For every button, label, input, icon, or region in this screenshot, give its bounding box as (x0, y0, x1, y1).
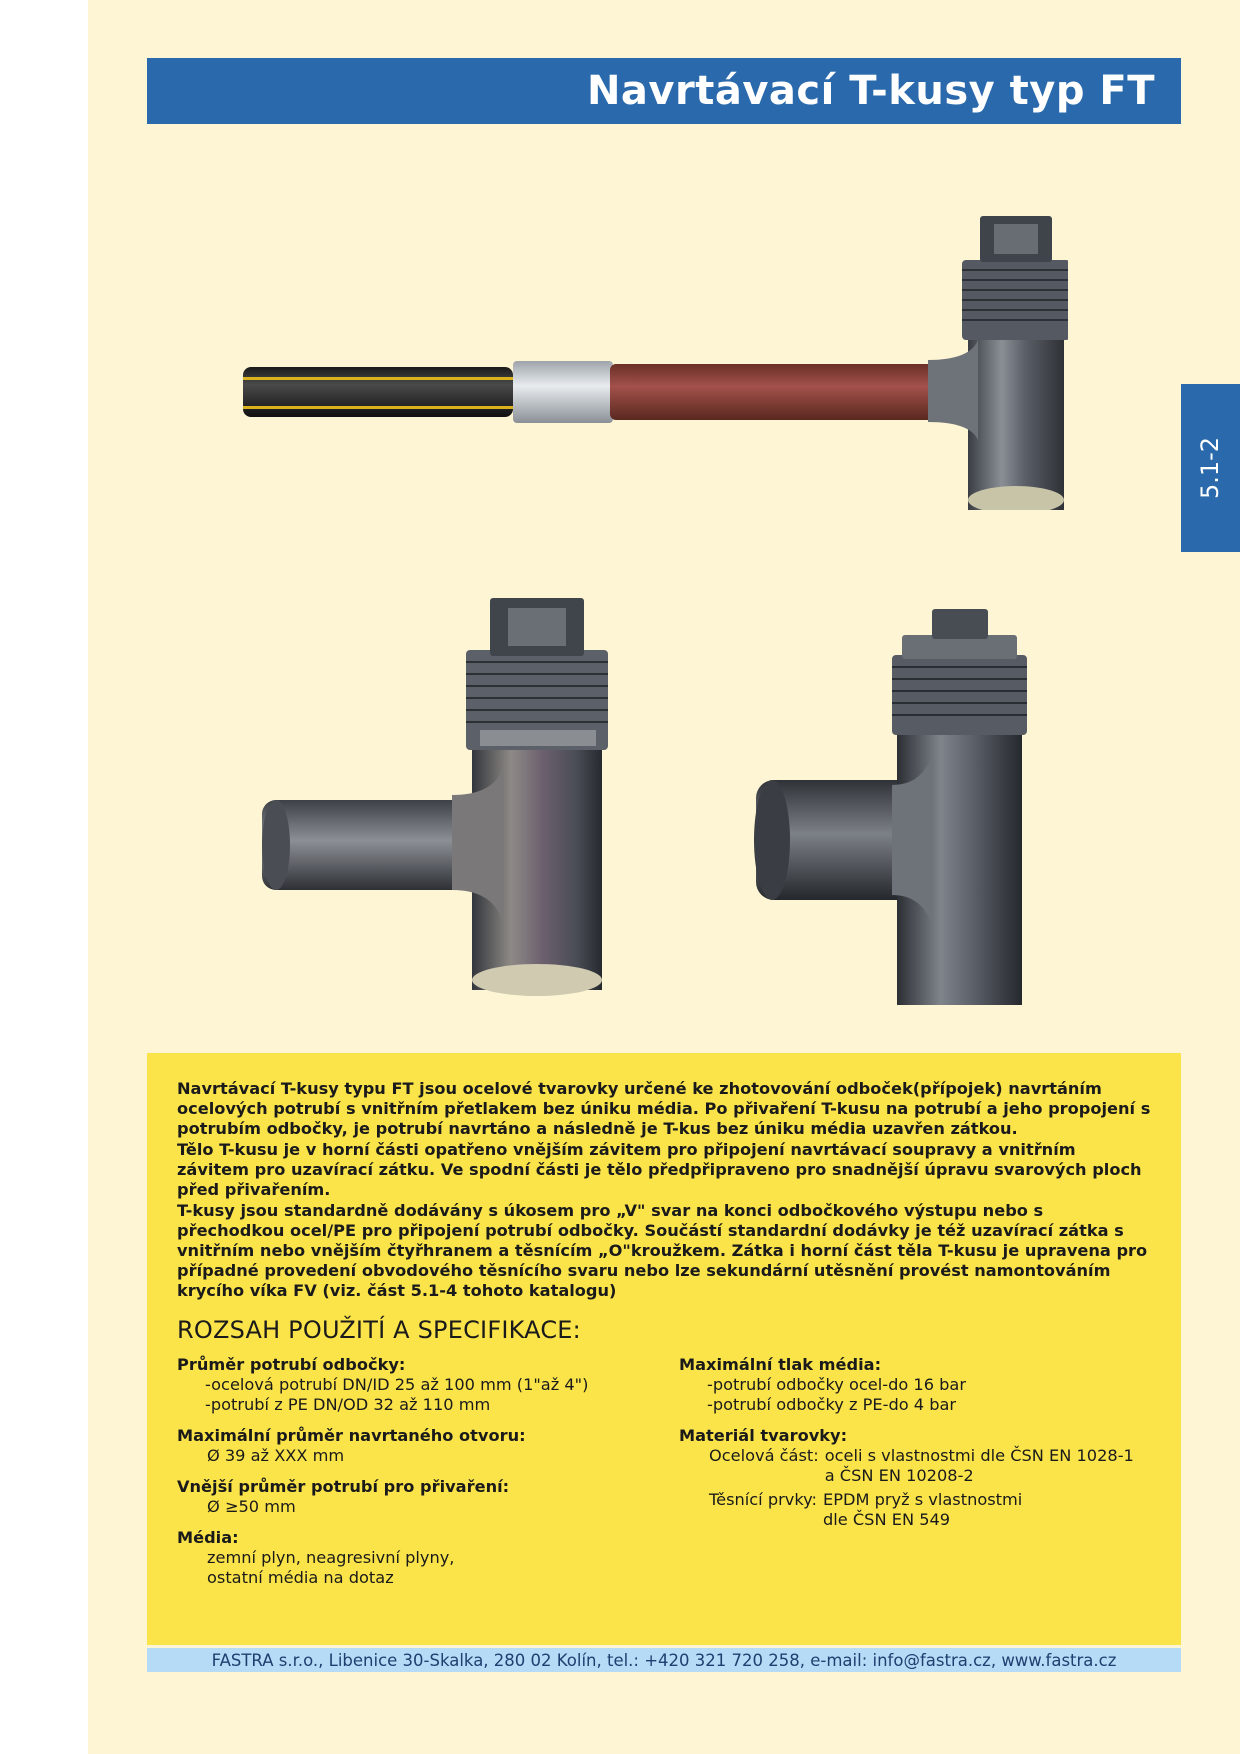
material-values (819, 1446, 1134, 1486)
title-bar (147, 58, 1181, 124)
spec-material (679, 1426, 1159, 1530)
material-value: oceli s vlastnostmi dle ČSN EN 1028-1 (824, 1446, 1134, 1465)
product-description (177, 1079, 1151, 1301)
spec-label: Maximální průměr navrtaného otvoru: (177, 1426, 526, 1445)
t-piece-with-steel-pe-transition (238, 210, 1068, 510)
material-value: EPDM pryž s vlastnostmi (823, 1490, 1023, 1509)
spec-label: Průměr potrubí odbočky: (177, 1355, 406, 1374)
spec-value: Ø ≥50 mm (207, 1497, 296, 1516)
footer-bar (147, 1648, 1181, 1672)
spec-weld-pipe-diameter (177, 1477, 657, 1517)
material-key: Těsnící prvky: (709, 1490, 817, 1509)
material-value: dle ČSN EN 549 (823, 1510, 951, 1529)
description-paragraph: Tělo T-kusu je v horní části opatřeno vnějším závitem pro připojení navrtávací soupravy a vnitřním závitem pro uzavírací zátku. Ve spodní části je tělo předpřipraveno pro snadnější úpravu svarových ploch před přivařením. (177, 1140, 1142, 1199)
product-photo-icon (262, 590, 612, 1000)
description-paragraph: T-kusy jsou standardně dodávány s úkosem pro „V" svar na konci odbočkového výstupu nebo s přechodkou ocel/PE pro připojení potrubí odbočky. Součástí standardní dodávky je též uzavírací zátka s vnitřním nebo vnějším čtyřhranem a těsnícím „O"kroužkem. Zátka i horní část těla T-kusu je upravena pro případné provedení obvodového těsnícího svaru nebo lze sekundární utěsnění provést namontováním krycího víka FV (viz. část 5.1-4 tohoto katalogu) (177, 1201, 1148, 1300)
product-photo-icon (752, 605, 1032, 1005)
section-tab[interactable] (1181, 384, 1240, 552)
t-piece-side-view (752, 605, 1032, 1005)
specs-left-column (177, 1355, 657, 1599)
info-box (147, 1053, 1181, 1645)
spec-value: -ocelová potrubí DN/ID 25 až 100 mm (1"až 4") (205, 1375, 589, 1394)
spec-label: Maximální tlak média: (679, 1355, 882, 1374)
spec-max-drill-diameter (177, 1426, 657, 1466)
spec-value: -potrubí odbočky ocel-do 16 bar (707, 1375, 966, 1394)
specs-right-column (679, 1355, 1159, 1541)
spec-value: Ø 39 až XXX mm (207, 1446, 345, 1465)
description-paragraph: Navrtávací T-kusy typu FT jsou ocelové tvarovky určené ke zhotovování odboček(přípojek) navrtáním ocelových potrubí s vnitřním přetlakem bez úniku média. Po přivaření T-kusu na potrubí a jeho propojení s potrubím odbočky, je potrubí navrtáno a následně je T-kus bez úniku média uzavřen zátkou. (177, 1079, 1151, 1138)
material-key: Ocelová část: (709, 1446, 819, 1465)
footer-contact-text: FASTRA s.r.o., Libenice 30-Skalka, 280 02 Kolín, tel.: +420 321 720 258, e-mail: info@fastra.cz, www.fastra.cz (211, 1650, 1117, 1670)
spec-max-pressure (679, 1355, 1159, 1415)
material-row-seals (679, 1490, 1159, 1530)
section-tab-label: 5.1-2 (1196, 436, 1225, 500)
t-piece-front-view (262, 590, 612, 1000)
product-photo-icon (238, 210, 1068, 510)
spec-label: Vnější průměr potrubí pro přivaření: (177, 1477, 510, 1496)
spec-value: -potrubí z PE DN/OD 32 až 110 mm (205, 1395, 491, 1414)
page-title: Navrtávací T-kusy typ FT (586, 68, 1155, 114)
spec-value: zemní plyn, neagresivní plyny, (207, 1548, 455, 1567)
specs-heading: ROZSAH POUŽITÍ A SPECIFIKACE: (177, 1316, 581, 1344)
spec-value: -potrubí odbočky z PE-do 4 bar (707, 1395, 957, 1414)
spec-label: Média: (177, 1528, 239, 1547)
spec-media (177, 1528, 657, 1588)
specs-columns (177, 1355, 1151, 1605)
material-row-steel (679, 1446, 1159, 1486)
material-values (817, 1490, 1022, 1530)
spec-label: Materiál tvarovky: (679, 1426, 848, 1445)
material-value: a ČSN EN 10208-2 (824, 1466, 974, 1485)
spec-value: ostatní média na dotaz (207, 1568, 394, 1587)
spec-branch-diameter (177, 1355, 657, 1415)
